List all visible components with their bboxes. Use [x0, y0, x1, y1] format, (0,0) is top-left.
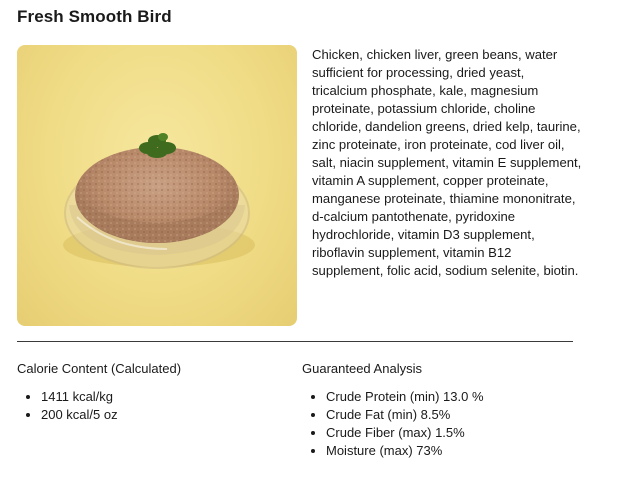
calorie-content-heading: Calorie Content (Calculated) [17, 361, 182, 376]
calorie-item: • 1411 kcal/kg [41, 388, 181, 406]
guaranteed-analysis-heading: Guaranteed Analysis [302, 361, 422, 376]
ingredients-text: Chicken, chicken liver, green beans, water sufficient for processing, dried yeast, tricalcium phosphate, kale, magnesium proteinate, potassium chloride, choline chloride, dandelion greens, dried kelp, taurine, zinc proteinate, iron proteinate, cod liver oil, salt, niacin supplement, vitamin E supplement, vitamin A supplement, copper proteinate, manganese proteinate, thiamine mononitrate, d-calcium pantothenate, pyridoxine hydrochloride, vitamin D3 supplement, riboflavin supplement, vitamin B12 supplement, folic acid, sodium selenite, biotin. [312, 47, 582, 278]
analysis-item: • Crude Fiber (max) 1.5% [326, 424, 484, 442]
section-divider [17, 341, 573, 342]
calorie-item: • 200 kcal/5 oz [41, 406, 181, 424]
product-image [17, 45, 297, 326]
analysis-list [302, 388, 484, 460]
calorie-content-section [17, 360, 181, 424]
guaranteed-analysis-section [302, 360, 484, 460]
calorie-list [17, 388, 181, 424]
analysis-item: • Crude Fat (min) 8.5% [326, 406, 484, 424]
analysis-item: • Moisture (max) 73% [326, 442, 484, 460]
bowl-of-pate-image [17, 45, 297, 326]
product-title: Fresh Smooth Bird [17, 7, 172, 26]
analysis-item: • Crude Protein (min) 13.0 % [326, 388, 484, 406]
